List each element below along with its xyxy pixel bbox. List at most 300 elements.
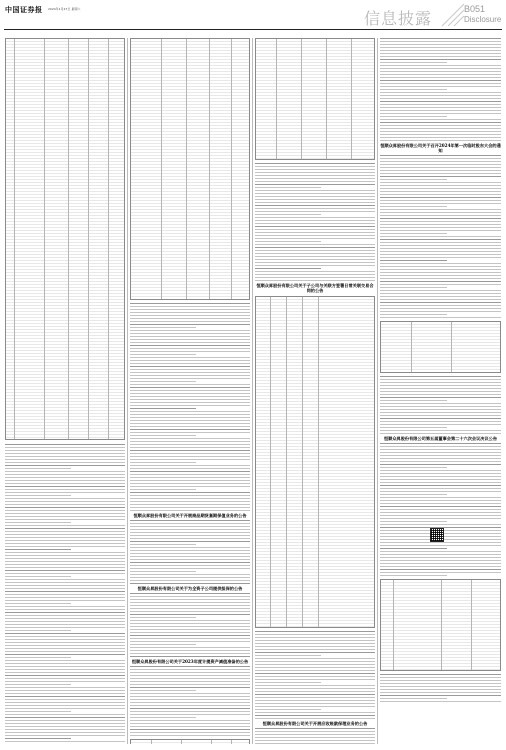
text-line [5,465,125,466]
text-line [255,184,375,185]
text-line [5,459,125,460]
text-line [130,726,250,727]
column-divider [127,38,128,744]
text-line [255,646,375,647]
text-line [380,491,501,492]
text-line [255,731,375,732]
text-line [380,71,501,72]
text-line [130,629,250,630]
text-line [255,172,375,173]
text-line [130,318,250,319]
text-line [380,188,501,189]
text-line [255,262,375,263]
text-line [380,551,501,552]
text-line [130,498,250,499]
text-line [5,642,125,643]
text-line [380,388,501,389]
text-line [130,423,250,424]
text-line [255,667,375,668]
text-line [130,544,196,545]
text-line [5,540,125,541]
text-line [380,212,501,213]
text-line [130,405,250,406]
text-line [130,605,250,606]
text-line [380,575,447,576]
text-line [5,633,125,634]
text-line [380,311,501,312]
text-line [380,482,501,483]
text-line [5,687,125,688]
text-line [130,306,250,307]
text-line [5,522,71,523]
text-line [380,272,501,273]
text-line [255,259,375,260]
text-line [255,205,375,206]
text-line [380,209,501,210]
text-line [5,678,125,679]
text-line [5,669,125,670]
text-line [130,681,250,682]
text-line [380,683,501,684]
text-line [130,351,250,352]
text-line [130,720,250,721]
text-line [380,689,501,690]
text-line [255,268,321,269]
text-line [5,594,125,595]
text-line [130,626,250,627]
column-4 [380,38,501,744]
text-line [255,703,375,704]
text-line [255,706,375,707]
text-line [5,450,125,451]
column-1 [5,38,125,744]
text-line [255,190,375,191]
text-line [130,699,250,700]
text-line [380,116,447,117]
text-line [5,474,125,475]
text-line [130,599,250,600]
text-line [380,415,501,416]
text-line [130,675,250,676]
text-line [255,250,375,251]
text-line [5,675,125,676]
article-headline: 恒顺众昇股份有限公司关于为全资子公司提供担保的公告 [137,586,243,591]
text-line [380,137,501,138]
text-line [5,444,125,445]
text-line [255,277,375,278]
text-line [380,560,501,561]
text-line [130,495,250,496]
article-headline: 恒顺众昇股份有限公司关于召开2024年第一次临时股东大会的通知 [380,143,501,153]
qr-code-icon [430,528,444,542]
text-line [5,648,125,649]
text-line [380,182,501,183]
text-line [380,479,501,480]
article-headline: 恒顺众昇股份有限公司第五届董事会第二十六次会议决议公告 [383,436,498,441]
column-3 [255,38,375,744]
text-line [380,467,447,468]
text-line [380,95,501,96]
table-block [255,38,375,160]
column-divider [377,38,378,744]
text-line [130,571,196,572]
diagonal-lines-icon [440,2,466,28]
text-line [5,477,125,478]
text-line [255,238,375,239]
text-line [5,708,125,709]
text-line [130,687,250,688]
text-line [5,492,125,493]
text-line [255,247,375,248]
text-line [130,562,250,563]
text-line [255,688,375,689]
text-line [130,348,250,349]
text-line [5,660,125,661]
text-line [130,647,250,648]
text-line [130,617,196,618]
text-line [130,378,250,379]
text-line [130,653,250,654]
text-line [255,187,321,188]
text-line [5,693,125,694]
text-line [380,167,501,168]
text-line [380,449,501,450]
text-line [255,664,375,665]
text-line [255,694,375,695]
text-line [130,447,250,448]
text-line [380,680,501,681]
text-line [380,98,501,99]
text-line [5,606,125,607]
text-line [130,717,196,718]
text-line [5,564,125,565]
text-line [380,461,501,462]
text-line [380,677,501,678]
text-line [130,565,250,566]
text-line [130,583,250,584]
text-line [130,417,250,418]
text-line [130,620,250,621]
text-line [130,535,250,536]
text-line [255,643,375,644]
text-line [5,738,71,739]
text-line [130,489,196,490]
text-line [5,723,125,724]
body-text [380,674,501,702]
text-line [5,672,125,673]
text-line [255,673,375,674]
text-line [5,657,71,658]
text-line [255,737,375,738]
text-line [130,390,250,391]
text-line [5,579,125,580]
text-line [380,122,501,123]
text-line [5,684,71,685]
text-line [130,580,250,581]
text-line [255,229,375,230]
text-line [380,506,501,507]
text-line [130,541,250,542]
text-line [380,557,501,558]
text-line [255,271,375,272]
text-line [130,711,250,712]
text-line [380,218,501,219]
text-line [130,602,250,603]
text-line [380,242,501,243]
text-line [255,181,375,182]
text-line [130,641,250,642]
text-line [130,504,250,505]
text-line [380,397,501,398]
text-line [130,381,196,382]
text-line [380,65,501,66]
text-line [380,239,501,240]
text-line [380,554,501,555]
text-line [130,345,250,346]
text-line [380,290,501,291]
text-line [5,543,125,544]
body-text [380,38,501,141]
text-line [380,266,501,267]
text-line [380,545,501,546]
column-2 [130,38,250,744]
table-block [130,38,250,300]
text-line [130,429,250,430]
text-line [130,456,250,457]
text-line [380,406,501,407]
text-line [130,669,250,670]
text-line [380,566,501,567]
text-line [130,327,196,328]
text-line [380,203,501,204]
text-line [380,409,501,410]
text-line [380,308,501,309]
text-line [130,623,250,624]
text-line [130,556,250,557]
text-line [380,418,501,419]
text-line [380,563,501,564]
text-line [380,101,501,102]
text-line [130,559,250,560]
text-line [255,715,375,716]
text-line [380,695,501,696]
text-line [380,500,501,501]
text-line [255,214,321,215]
text-line [380,509,501,510]
text-line [255,697,375,698]
text-line [5,546,125,547]
text-line [5,735,125,736]
text-line [5,612,125,613]
text-line [380,293,501,294]
text-line [380,134,501,135]
text-line [130,357,250,358]
text-line [380,424,501,425]
text-line [255,691,375,692]
text-line [380,185,501,186]
text-line [5,729,125,730]
text-line [130,568,250,569]
text-line [5,471,125,472]
text-line [380,191,501,192]
text-line [130,396,250,397]
text-line [130,529,250,530]
text-line [255,232,375,233]
text-line [380,542,501,543]
text-line [380,113,501,114]
text-line [380,443,501,444]
text-line [380,119,501,120]
text-line [5,618,125,619]
text-line [380,233,447,234]
body-text [130,520,250,584]
text-line [5,609,125,610]
text-line [255,166,375,167]
text-line [130,342,250,343]
text-line [380,161,501,162]
body-text [130,666,250,736]
text-line [130,593,250,594]
text-line [255,274,375,275]
text-line [380,206,447,207]
text-line [130,577,250,578]
text-line [255,217,375,218]
text-line [130,690,196,691]
table-block [130,739,250,744]
text-line [5,447,125,448]
text-line [5,711,71,712]
text-line [5,714,125,715]
text-line [380,569,501,570]
article-headline: 恒顺众昇股份有限公司关于2023年度计提资产减值准备的公告 [131,659,249,664]
text-line [380,248,501,249]
text-line [130,486,250,487]
text-line [130,550,250,551]
text-line [5,525,125,526]
article-headline: 恒顺众昇股份有限公司关于开展商品期货套期保值业务的公告 [133,513,247,518]
table-block [380,321,501,373]
text-line [5,615,125,616]
text-line [5,621,125,622]
masthead-rule [4,29,502,30]
text-line [380,403,501,404]
text-line [5,567,125,568]
text-line [130,393,250,394]
text-line [380,170,501,171]
text-line [255,658,375,659]
text-line [255,220,375,221]
text-line [380,278,501,279]
text-line [380,86,501,87]
text-line [380,230,501,231]
text-line [130,553,250,554]
body-text [255,163,375,281]
text-line [5,510,125,511]
text-line [130,372,250,373]
text-line [130,375,250,376]
text-line [130,336,250,337]
text-line [5,456,125,457]
text-line [5,705,125,706]
text-line [5,696,125,697]
text-line [380,400,447,401]
text-line [5,534,125,535]
text-line [5,495,71,496]
text-line [255,700,375,701]
text-line [130,309,250,310]
text-line [380,263,501,264]
text-line [380,385,501,386]
text-line [255,241,321,242]
text-line [5,501,125,502]
text-line [130,611,250,612]
text-line [380,254,501,255]
text-line [380,692,501,693]
text-line [380,38,501,39]
text-line [380,164,501,165]
text-line [130,702,250,703]
text-line [130,438,250,439]
text-line [130,574,250,575]
text-line [5,690,125,691]
body-text [255,728,375,744]
text-line [130,729,250,730]
text-line [130,632,250,633]
text-line [255,709,321,710]
text-line [255,743,375,744]
text-line [5,597,125,598]
text-line [380,179,447,180]
text-line [380,518,501,519]
text-line [255,718,375,719]
text-line [255,670,375,671]
text-line [255,208,375,209]
text-line [5,639,125,640]
text-line [255,734,375,735]
text-line [380,494,447,495]
text-line [130,312,250,313]
text-line [380,299,501,300]
text-line [130,465,250,466]
text-line [380,197,501,198]
text-line [380,686,501,687]
text-line [130,714,250,715]
text-line [380,464,501,465]
text-line [255,655,321,656]
text-line [130,678,250,679]
text-line [380,458,501,459]
text-line [255,652,375,653]
section-title: 信息披露 [364,9,433,28]
text-line [255,196,375,197]
text-line [130,471,250,472]
text-line [5,741,125,742]
text-line [255,244,375,245]
body-text [380,155,501,318]
text-line [380,572,501,573]
text-line [130,608,250,609]
text-line [130,656,250,657]
text-line [380,394,501,395]
text-line [255,223,375,224]
text-line [5,591,125,592]
text-line [5,480,125,481]
body-text [130,303,250,511]
text-line [255,226,375,227]
text-line [380,497,501,498]
body-text [380,443,501,576]
text-line [5,552,125,553]
